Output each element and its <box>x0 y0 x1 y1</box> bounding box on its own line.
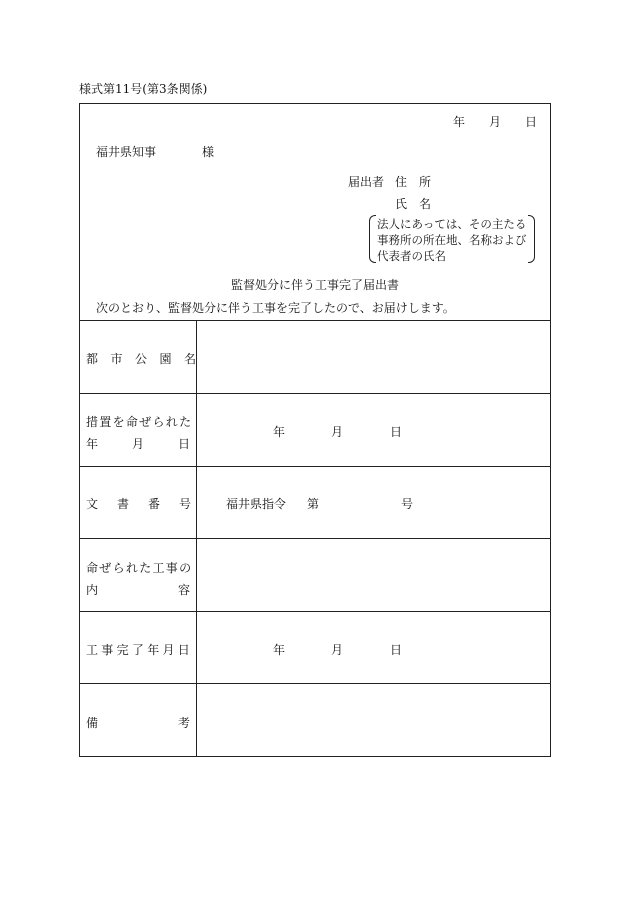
completion-date-year: 年 <box>273 643 286 657</box>
addressee-name: 福井県知事 <box>96 145 157 159</box>
order-date-label-day: 日 <box>177 437 190 451</box>
row-divider <box>80 393 550 394</box>
document-title: 監督処分に伴う工事完了届出書 <box>230 278 399 292</box>
work-content-label-line2 <box>86 581 190 598</box>
order-date-label-month: 月 <box>131 437 144 451</box>
order-date-month: 月 <box>331 425 344 439</box>
corporate-note-line: 代表者の氏名 <box>377 249 446 263</box>
row-divider <box>80 611 550 612</box>
remarks-label-b: 考 <box>177 716 190 730</box>
park-name-label <box>86 350 209 367</box>
column-divider <box>196 320 197 756</box>
corporate-note-line: 事務所の所在地、名称および <box>377 233 527 247</box>
order-date-day: 日 <box>390 425 403 439</box>
work-content-label-a: 内 <box>86 583 99 597</box>
order-date-label-line2 <box>86 435 190 452</box>
corporate-note-line: 法人にあっては、その主たる <box>377 217 527 231</box>
completion-date-month: 月 <box>331 643 344 657</box>
row-divider <box>80 538 550 539</box>
addressee-honorific: 様 <box>202 145 215 159</box>
applicant-address-label: 住 所 <box>395 175 432 189</box>
corporate-note <box>377 216 527 264</box>
corporate-note-brackets <box>369 215 535 263</box>
completion-date-day: 日 <box>390 643 403 657</box>
header-year: 年 <box>453 115 466 129</box>
completion-date-label: 工事完了年月日 <box>86 643 194 657</box>
intro-text: 次のとおり、監督処分に伴う工事を完了したので、お届けします。 <box>96 301 455 315</box>
remarks-label <box>86 714 190 731</box>
work-content-label-line1: 命ぜられた工事の <box>86 561 193 575</box>
work-content-label-b: 容 <box>177 583 190 597</box>
form-number: 様式第11号(第3条関係) <box>79 82 208 96</box>
doc-number-dai: 第 <box>307 497 320 511</box>
row-divider <box>80 466 550 467</box>
doc-number-label: 文書番号 <box>86 497 211 511</box>
doc-number-go: 号 <box>401 497 414 511</box>
order-date-label-year: 年 <box>86 437 99 451</box>
order-date-year: 年 <box>273 425 286 439</box>
park-name-label-text: 都市公園名 <box>86 352 209 366</box>
header-day: 日 <box>525 115 538 129</box>
doc-number-prefix: 福井県指令 <box>226 497 287 511</box>
remarks-label-a: 備 <box>86 716 99 730</box>
applicant-label: 届出者 <box>348 175 385 189</box>
applicant-name-label: 氏 名 <box>395 197 432 211</box>
order-date-label-line1: 措置を命ぜられた <box>86 415 193 429</box>
row-divider <box>80 683 550 684</box>
form-frame <box>79 103 551 757</box>
header-month: 月 <box>489 115 502 129</box>
table-top-border <box>80 320 550 321</box>
